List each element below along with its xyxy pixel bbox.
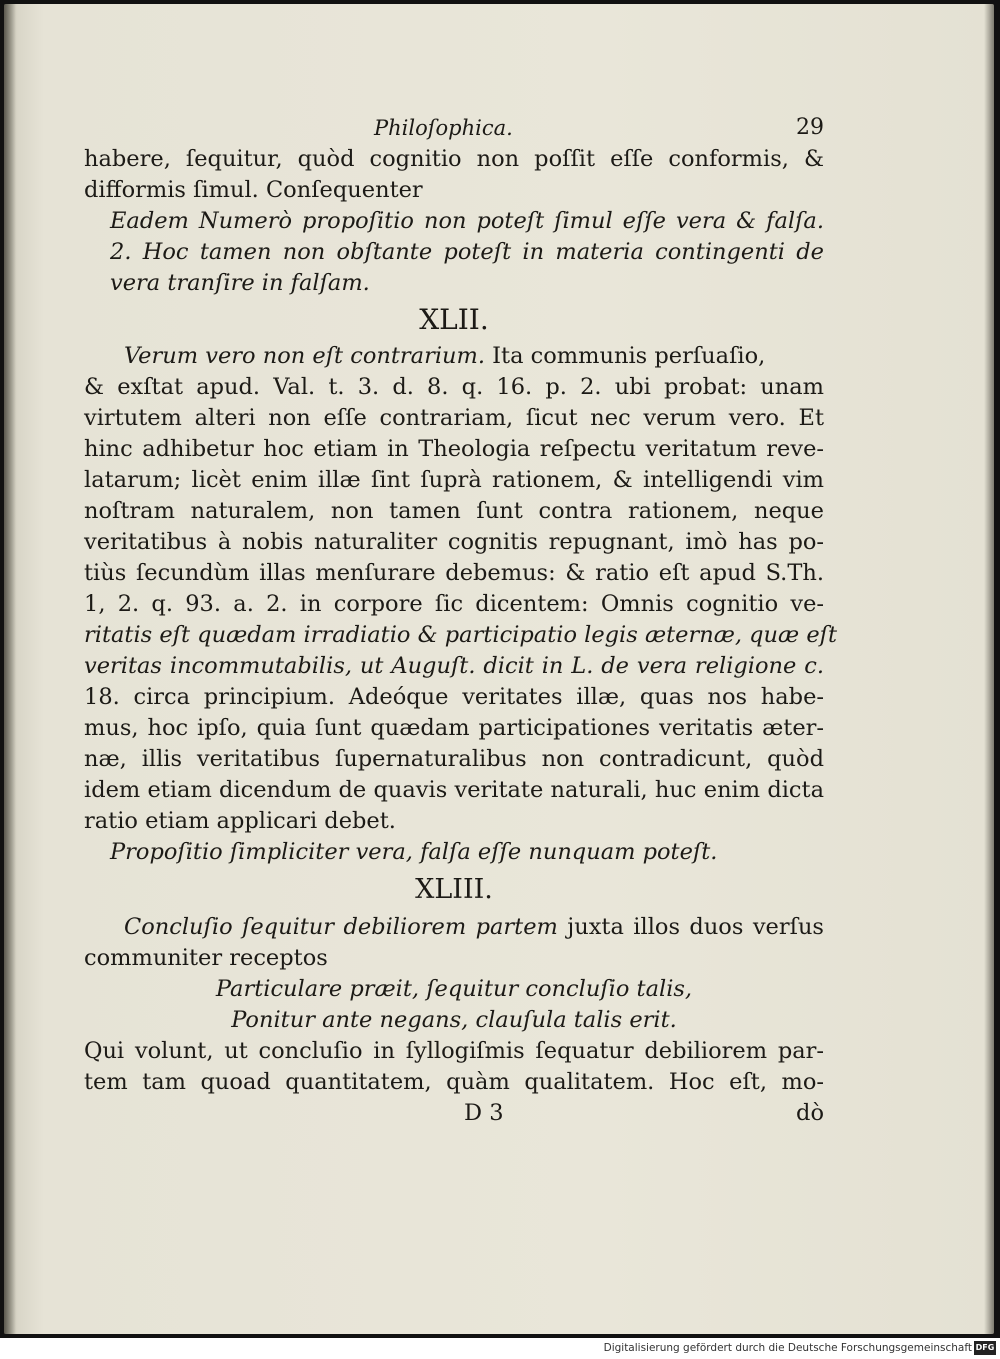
section-heading-xliii: XLIII. <box>415 874 493 905</box>
funding-credit: Digitalisierung gefördert durch die Deutsche Forschungsgemeinschaft <box>603 1342 972 1354</box>
text-line: difformis ſimul. Conſequenter <box>84 177 423 203</box>
verse-line: Ponitur ante negans, clauſula talis erit. <box>231 1007 677 1033</box>
text-line: idem etiam dicendum de quavis veritate naturali, huc enim dicta <box>84 777 824 803</box>
dfg-logo: DFG <box>974 1341 996 1355</box>
paragraph-text: Ita communis perſuaſio, <box>485 343 766 369</box>
text-line: næ, illis veritatibus ſupernaturalibus non contradicunt, quòd <box>84 746 824 772</box>
section-heading-xlii: XLII. <box>419 303 489 336</box>
running-head <box>84 112 824 144</box>
running-head-title: Philoſophica. <box>374 116 513 140</box>
text-line: 1, 2. q. 93. a. 2. in corpore ſic dicentem: Omnis cognitio ve- <box>84 591 824 617</box>
text-line: & exſtat apud. Val. t. 3. d. 8. q. 16. p. 2. ubi probat: unam <box>84 374 824 400</box>
text-line: noſtram naturalem, non tamen ſunt contra rationem, neque <box>84 498 824 524</box>
text-line: Qui volunt, ut concluſio in ſyllogiſmis ſequatur debiliorem par- <box>84 1038 824 1064</box>
text-line: veritatibus à nobis naturaliter cognitis repugnant, imò has po- <box>84 529 824 555</box>
signature-mark: D 3 <box>464 1100 504 1126</box>
thesis-line: 2. Hoc tamen non obſtante poteſt in materia contingenti de <box>110 239 824 265</box>
text-line: latarum; licèt enim illæ ſint ſuprà rationem, & intelligendi vim <box>84 467 824 493</box>
page-edge-shadow <box>984 4 994 1334</box>
thesis-line: Propoſitio ſimpliciter vera, falſa eſſe nunquam poteſt. <box>110 839 718 865</box>
signature-line <box>84 1098 824 1129</box>
text-line: virtutem alteri non eſſe contrariam, ſicut nec verum vero. Et <box>84 405 824 431</box>
thesis-statement: Concluſio ſequitur debiliorem partem <box>124 914 558 940</box>
thesis-line: Eadem Numerò propoſitio non poteſt ſimul eſſe vera & falſa. <box>110 208 824 234</box>
text-line: mus, hoc ipſo, quia ſunt quædam participationes veritatis æter- <box>84 715 824 741</box>
text-line: veritas incommutabilis, ut Auguſt. dicit in L. de vera religione c. <box>84 653 824 679</box>
page-number: 29 <box>796 115 824 140</box>
page-gutter-shadow <box>4 4 16 1334</box>
paragraph-first-line <box>84 341 824 372</box>
digitization-footer <box>0 1338 1000 1359</box>
text-line: 18. circa principium. Adeóque veritates illæ, quas nos habe- <box>84 684 824 710</box>
text-line: communiter receptos <box>84 945 328 971</box>
catchword: dò <box>796 1100 824 1126</box>
verse-line: Particulare præit, ſequitur concluſio talis, <box>215 976 693 1002</box>
text-line: ritatis eſt quædam irradiatio & participatio legis æternæ, quæ eſt <box>84 622 838 648</box>
text-line: tiùs ſecundùm illas menſurare debemus: & ratio eſt apud S.Th. <box>84 560 824 586</box>
paragraph-text: juxta illos duos verſus <box>557 914 824 940</box>
paragraph-first-line <box>84 912 824 943</box>
text-line: habere, ſequitur, quòd cognitio non poſſit eſſe conformis, & <box>84 146 824 172</box>
text-line: hinc adhibetur hoc etiam in Theologia reſpectu veritatum reve- <box>84 436 824 462</box>
text-line: ratio etiam applicari debet. <box>84 808 396 834</box>
text-line: tem tam quoad quantitatem, quàm qualitatem. Hoc eſt, mo- <box>84 1069 824 1095</box>
thesis-line: vera tranſire in falſam. <box>110 270 370 296</box>
thesis-statement: Verum vero non eſt contrarium. <box>124 343 486 369</box>
page-text-block <box>84 112 838 1129</box>
